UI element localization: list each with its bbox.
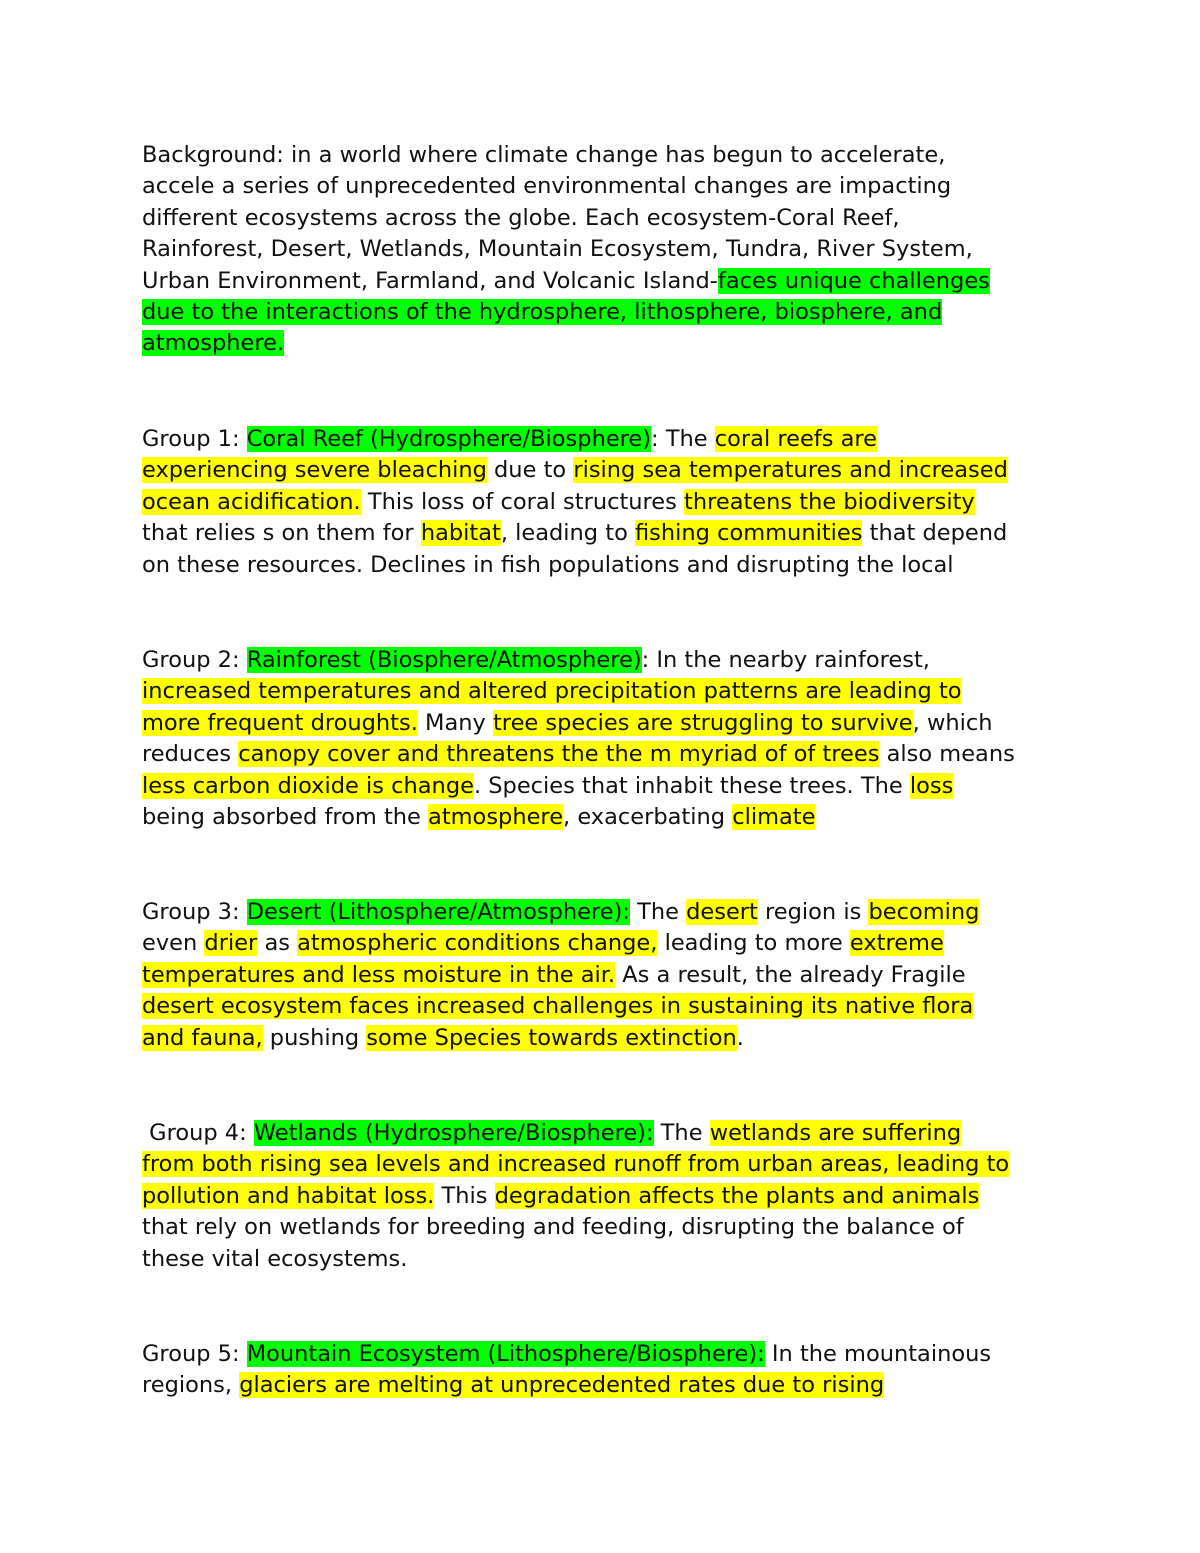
body-text: on these resources. Declines in fish populations and disrupting the local bbox=[142, 551, 954, 578]
background-paragraph bbox=[142, 140, 1072, 360]
yellow-highlighted-text: ocean acidification. bbox=[142, 488, 361, 515]
body-text: region is bbox=[757, 899, 869, 925]
body-text: . bbox=[736, 1024, 744, 1051]
group-4-paragraph bbox=[142, 1118, 1072, 1275]
green-highlighted-text: Wetlands (Hydrosphere/Biosphere): bbox=[253, 1120, 654, 1146]
body-text: even bbox=[142, 930, 205, 957]
yellow-highlighted-text: loss bbox=[909, 772, 954, 799]
body-text: that relies s on them for bbox=[142, 520, 421, 547]
yellow-highlighted-text: experiencing severe bleaching bbox=[142, 457, 487, 484]
text-line bbox=[142, 424, 1072, 455]
body-text: As a result, the already Fragile bbox=[615, 961, 966, 988]
body-text: This loss of coral structures bbox=[360, 488, 685, 515]
text-line bbox=[142, 739, 1072, 770]
yellow-highlighted-text: climate bbox=[732, 804, 816, 831]
text-line bbox=[142, 550, 1072, 581]
text-line bbox=[142, 203, 1072, 234]
body-text: that depend bbox=[862, 520, 1008, 547]
body-text: accele a series of unprecedented environmental changes are impacting bbox=[142, 173, 952, 200]
text-line bbox=[142, 1370, 1072, 1401]
body-text: that rely on wetlands for breeding and feeding, disrupting the balance of bbox=[142, 1214, 964, 1241]
body-text: , leading to bbox=[500, 520, 635, 547]
yellow-highlighted-text: wetlands are suffering bbox=[709, 1120, 962, 1146]
text-line bbox=[142, 991, 1072, 1022]
text-line bbox=[142, 802, 1072, 833]
yellow-highlighted-text: coral reefs are bbox=[714, 426, 877, 452]
text-line bbox=[142, 1339, 1072, 1370]
yellow-highlighted-text: threatens the biodiversity bbox=[684, 488, 975, 515]
body-text: Many bbox=[417, 709, 493, 736]
text-line bbox=[142, 1149, 1072, 1180]
body-text: , exacerbating bbox=[563, 804, 733, 831]
text-line bbox=[142, 676, 1072, 707]
text-line bbox=[142, 487, 1072, 518]
green-highlighted-text: Mountain Ecosystem (Lithosphere/Biosphere): bbox=[246, 1341, 765, 1367]
body-text: In the mountainous bbox=[764, 1341, 992, 1367]
body-text: pushing bbox=[262, 1024, 367, 1051]
yellow-highlighted-text: some Species towards extinction bbox=[366, 1024, 737, 1051]
body-text: as bbox=[257, 930, 298, 957]
yellow-highlighted-text: desert ecosystem faces increased challenges in sustaining its native flora bbox=[142, 993, 974, 1020]
yellow-highlighted-text: tree species are struggling to survive bbox=[492, 709, 913, 736]
text-line bbox=[142, 297, 1072, 328]
text-line bbox=[142, 266, 1072, 297]
text-line bbox=[142, 518, 1072, 549]
green-highlighted-text: faces unique challenges bbox=[717, 267, 990, 294]
body-text: The bbox=[629, 899, 687, 925]
yellow-highlighted-text: rising sea temperatures and increased bbox=[573, 457, 1008, 484]
body-text: . Species that inhabit these trees. The bbox=[473, 772, 910, 799]
green-highlighted-text: Desert (Lithosphere/Atmosphere): bbox=[246, 899, 630, 925]
yellow-highlighted-text: drier bbox=[204, 930, 258, 957]
text-line bbox=[142, 328, 1072, 359]
body-text: also means bbox=[879, 741, 1015, 768]
body-text: This bbox=[434, 1182, 495, 1209]
text-line bbox=[142, 771, 1072, 802]
yellow-highlighted-text: extreme bbox=[849, 930, 944, 957]
yellow-highlighted-text: less carbon dioxide is change bbox=[142, 772, 474, 799]
yellow-highlighted-text: fishing communities bbox=[634, 520, 863, 547]
body-text: : In the nearby rainforest, bbox=[641, 647, 930, 673]
body-text: The bbox=[653, 1120, 710, 1146]
text-line bbox=[142, 645, 1072, 676]
text-line bbox=[142, 234, 1072, 265]
text-line bbox=[142, 897, 1072, 928]
green-highlighted-text: Coral Reef (Hydrosphere/Biosphere) bbox=[246, 426, 652, 452]
body-text: : The bbox=[651, 426, 715, 452]
body-text: Background: in a world where climate change has begun to accelerate, bbox=[142, 142, 946, 168]
body-text: Group 3: bbox=[142, 899, 247, 925]
body-text: different ecosystems across the globe. Each ecosystem-Coral Reef, bbox=[142, 204, 900, 231]
text-line bbox=[142, 455, 1072, 486]
green-highlighted-text: Rainforest (Biosphere/Atmosphere) bbox=[246, 647, 642, 673]
text-line bbox=[142, 960, 1072, 991]
body-text: Rainforest, Desert, Wetlands, Mountain Ecosystem, Tundra, River System, bbox=[142, 236, 973, 263]
text-line bbox=[142, 1244, 1072, 1275]
text-line bbox=[142, 708, 1072, 739]
body-text: Group 1: bbox=[142, 426, 247, 452]
yellow-highlighted-text: from both rising sea levels and increased runoff from urban areas, leading to bbox=[142, 1151, 1010, 1178]
yellow-highlighted-text: habitat bbox=[420, 520, 501, 547]
body-text: regions, bbox=[142, 1372, 240, 1399]
body-text: due to bbox=[486, 457, 574, 484]
group-3-paragraph bbox=[142, 897, 1072, 1054]
body-text: Group 2: bbox=[142, 647, 247, 673]
yellow-highlighted-text: pollution and habitat loss. bbox=[142, 1182, 435, 1209]
yellow-highlighted-text: desert bbox=[686, 899, 758, 925]
yellow-highlighted-text: atmosphere bbox=[428, 804, 564, 831]
body-text: these vital ecosystems. bbox=[142, 1245, 408, 1272]
text-line bbox=[142, 171, 1072, 202]
yellow-highlighted-text: canopy cover and threatens the the m myriad of of trees bbox=[238, 741, 880, 768]
text-line bbox=[142, 1023, 1072, 1054]
group-1-paragraph bbox=[142, 424, 1072, 581]
body-text: Urban Environment, Farmland, and Volcanic Island- bbox=[142, 267, 718, 294]
group-2-paragraph bbox=[142, 645, 1072, 833]
yellow-highlighted-text: temperatures and less moisture in the air. bbox=[142, 961, 616, 988]
text-line bbox=[142, 1118, 1072, 1149]
body-text: leading to more bbox=[657, 930, 850, 957]
yellow-highlighted-text: atmospheric conditions change, bbox=[297, 930, 658, 957]
body-text: , which bbox=[912, 709, 993, 736]
yellow-highlighted-text: and fauna, bbox=[142, 1024, 263, 1051]
green-highlighted-text: due to the interactions of the hydrosphere, lithosphere, biosphere, and bbox=[142, 299, 943, 326]
body-text: Group 4: bbox=[142, 1120, 254, 1146]
group-5-paragraph bbox=[142, 1339, 1072, 1402]
yellow-highlighted-text: more frequent droughts. bbox=[142, 709, 418, 736]
yellow-highlighted-text: degradation affects the plants and animals bbox=[494, 1182, 980, 1209]
yellow-highlighted-text: becoming bbox=[868, 899, 980, 925]
text-line bbox=[142, 1181, 1072, 1212]
yellow-highlighted-text: increased temperatures and altered precipitation patterns are leading to bbox=[142, 678, 962, 705]
yellow-highlighted-text: glaciers are melting at unprecedented rates due to rising bbox=[239, 1372, 885, 1399]
body-text: being absorbed from the bbox=[142, 804, 429, 831]
green-highlighted-text: atmosphere. bbox=[142, 330, 285, 357]
text-line bbox=[142, 1212, 1072, 1243]
body-text: Group 5: bbox=[142, 1341, 247, 1367]
body-text: reduces bbox=[142, 741, 239, 768]
text-line bbox=[142, 140, 1072, 171]
text-line bbox=[142, 928, 1072, 959]
